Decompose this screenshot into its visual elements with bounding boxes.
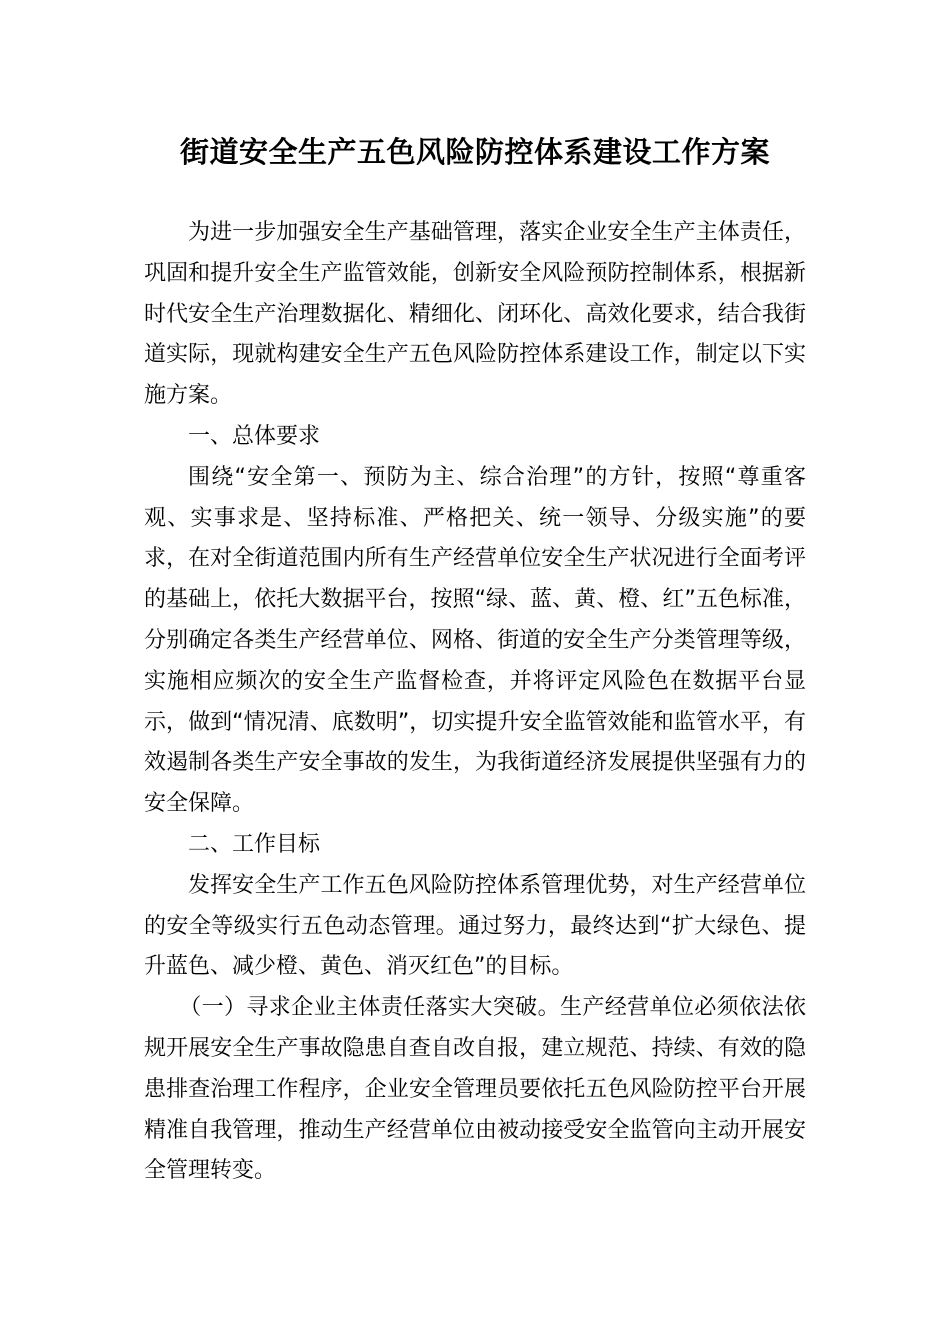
document-body — [144, 213, 806, 1192]
work-goals-item-1: （一）寻求企业主体责任落实大突破。生产经营单位必须依法依规开展安全生产事故隐患自查自改自报，建立规范、持续、有效的隐患排查治理工作程序，企业安全管理员要依托五色风险防控平台开展精准自我管理，推动生产经营单位由被动接受安全监管向主动开展安全管理转变。 — [144, 995, 806, 1184]
document-title: 街道安全生产五色风险防控体系建设工作方案 — [179, 135, 770, 169]
section-heading-work-goals: 二、工作目标 — [188, 831, 321, 857]
work-goals-paragraph: 发挥安全生产工作五色风险防控体系管理优势，对生产经营单位的安全等级实行五色动态管理。通过努力，最终达到“扩大绿色、提升蓝色、减少橙、黄色、消灭红色”的目标。 — [144, 872, 806, 980]
section-heading-general-requirements: 一、总体要求 — [188, 423, 321, 449]
general-requirements-paragraph: 围绕“安全第一、预防为主、综合治理”的方针，按照“尊重客观、实事求是、坚持标准、严格把关、统一领导、分级实施”的要求，在对全街道范围内所有生产经营单位安全生产状况进行全面考评的基础上，依托大数据平台，按照“绿、蓝、黄、橙、红”五色标准，分别确定各类生产经营单位、网格、街道的安全生产分类管理等级，实施相应频次的安全生产监督检查，并将评定风险色在数据平台显示，做到“情况清、底数明”，切实提升安全监管效能和监管水平，有效遏制各类生产安全事故的发生，为我街道经济发展提供坚强有力的安全保障。 — [144, 464, 806, 817]
intro-paragraph: 为进一步加强安全生产基础管理，落实企业安全生产主体责任，巩固和提升安全生产监管效能，创新安全风险预防控制体系，根据新时代安全生产治理数据化、精细化、闭环化、高效化要求，结合我街道实际，现就构建安全生产五色风险防控体系建设工作，制定以下实施方案。 — [144, 220, 806, 409]
